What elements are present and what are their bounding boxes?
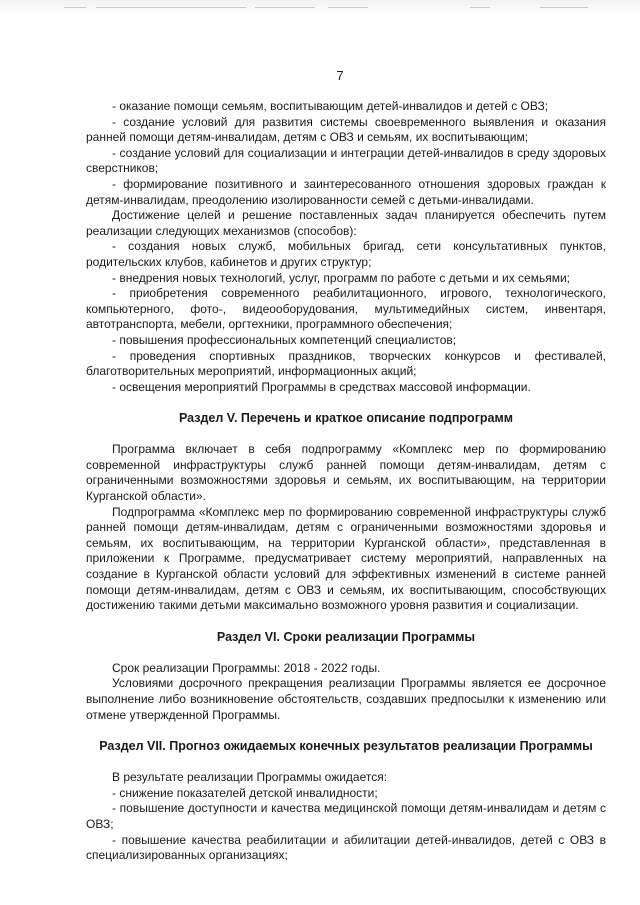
paragraph: Условиями досрочного прекращения реализации Программы является ее досрочное выполнение либо возникновение обстоятельств, создавших предпосылки к изменению или отмене утвержденной Программы.: [86, 676, 606, 722]
paragraph: - повышения профессиональных компетенций специалистов;: [112, 332, 457, 347]
section-heading: Раздел VII. Прогноз ожидаемых конечных результатов реализации Программы: [99, 739, 593, 754]
paragraph: Подпрограмма «Комплекс мер по формированию современной инфраструктуры служб ранней помощи детям-инвалидам, детям с ограниченными возможностями здоровья и семьям, их воспитывающим, на территории Курганской области», представленная в приложении к Программе, предусматривает систему мероприятий, направленных на создание в Курганской области условий для эффективных изменений в системе ранней помощи детям-инвалидам, детям с ОВЗ и семьям, их воспитывающим, способствующих достижению такими детьми максимально возможного уровня развития и социализации.: [86, 504, 606, 613]
paragraph: - создание условий для развития системы своевременного выявления и оказания ранней помощи детям-инвалидам, детям с ОВЗ и семьям, их воспитывающим;: [86, 114, 606, 145]
page-number: 7: [336, 68, 344, 83]
paragraph: - формирование позитивного и заинтересованного отношения здоровых граждан к детям-инвалидам, преодолению изолированности семей с детьми-инвалидами.: [86, 176, 606, 207]
paragraph: - оказание помощи семьям, воспитывающим детей-инвалидов и детей с ОВЗ;: [112, 99, 549, 113]
paragraph: - повышение качества реабилитации и абилитации детей-инвалидов, детей с ОВЗ в специализированных организациях;: [86, 832, 606, 863]
paragraph: Достижение целей и решение поставленных задач планируется обеспечить путем реализации следующих механизмов (способов):: [86, 208, 606, 238]
paragraph: - создания новых служб, мобильных бригад, сети консультативных пунктов, родительских клубов, кабинетов и других структур;: [86, 239, 606, 269]
paragraph: - создание условий для социализации и интеграции детей-инвалидов в среду здоровых сверстников;: [86, 145, 606, 176]
paragraph: - проведения спортивных праздников, творческих конкурсов и фестивалей, благотворительных мероприятий, информационных акций;: [86, 348, 606, 379]
scan-artifact-mark: [255, 7, 315, 8]
paragraph: - приобретения современного реабилитационного, игрового, технологического, компьютерного, фото-, видеооборудования, мультимедийных систем, инвентаря, автотранспорта, мебели, оргтехники, программного обеспечения;: [86, 286, 606, 332]
paragraph: Программа включает в себя подпрограмму «Комплекс мер по формированию современной инфраструктуры служб ранней помощи детям-инвалидам, детям с ограниченными возможностями здоровья и семьям, их воспитывающим, на территории Курганской области».: [86, 442, 606, 504]
paragraph: В результате реализации Программы ожидается:: [112, 770, 388, 785]
paragraph: - внедрения новых технологий, услуг, программ по работе с детьми и их семьями;: [112, 270, 570, 285]
paragraph: - повышение доступности и качества медицинской помощи детям-инвалидам и детям с ОВЗ;: [86, 801, 606, 831]
scan-artifact-mark: [64, 7, 86, 8]
paragraph: - освещения мероприятий Программы в средствах массовой информации.: [112, 379, 531, 394]
section-heading: Раздел V. Перечень и краткое описание подпрограмм: [179, 411, 513, 426]
section-heading: Раздел VI. Сроки реализации Программы: [216, 629, 476, 644]
document-body: [86, 99, 606, 864]
paragraph: - снижение показателей детской инвалидности;: [112, 785, 378, 800]
scan-artifact-mark: [328, 7, 368, 8]
scan-artifact-mark: [540, 7, 588, 8]
scan-artifact-mark: [96, 7, 246, 8]
paragraph: Срок реализации Программы: 2018 - 2022 годы.: [112, 660, 381, 675]
scan-artifact-mark: [470, 7, 490, 8]
scan-artifact-strip: [0, 0, 640, 14]
